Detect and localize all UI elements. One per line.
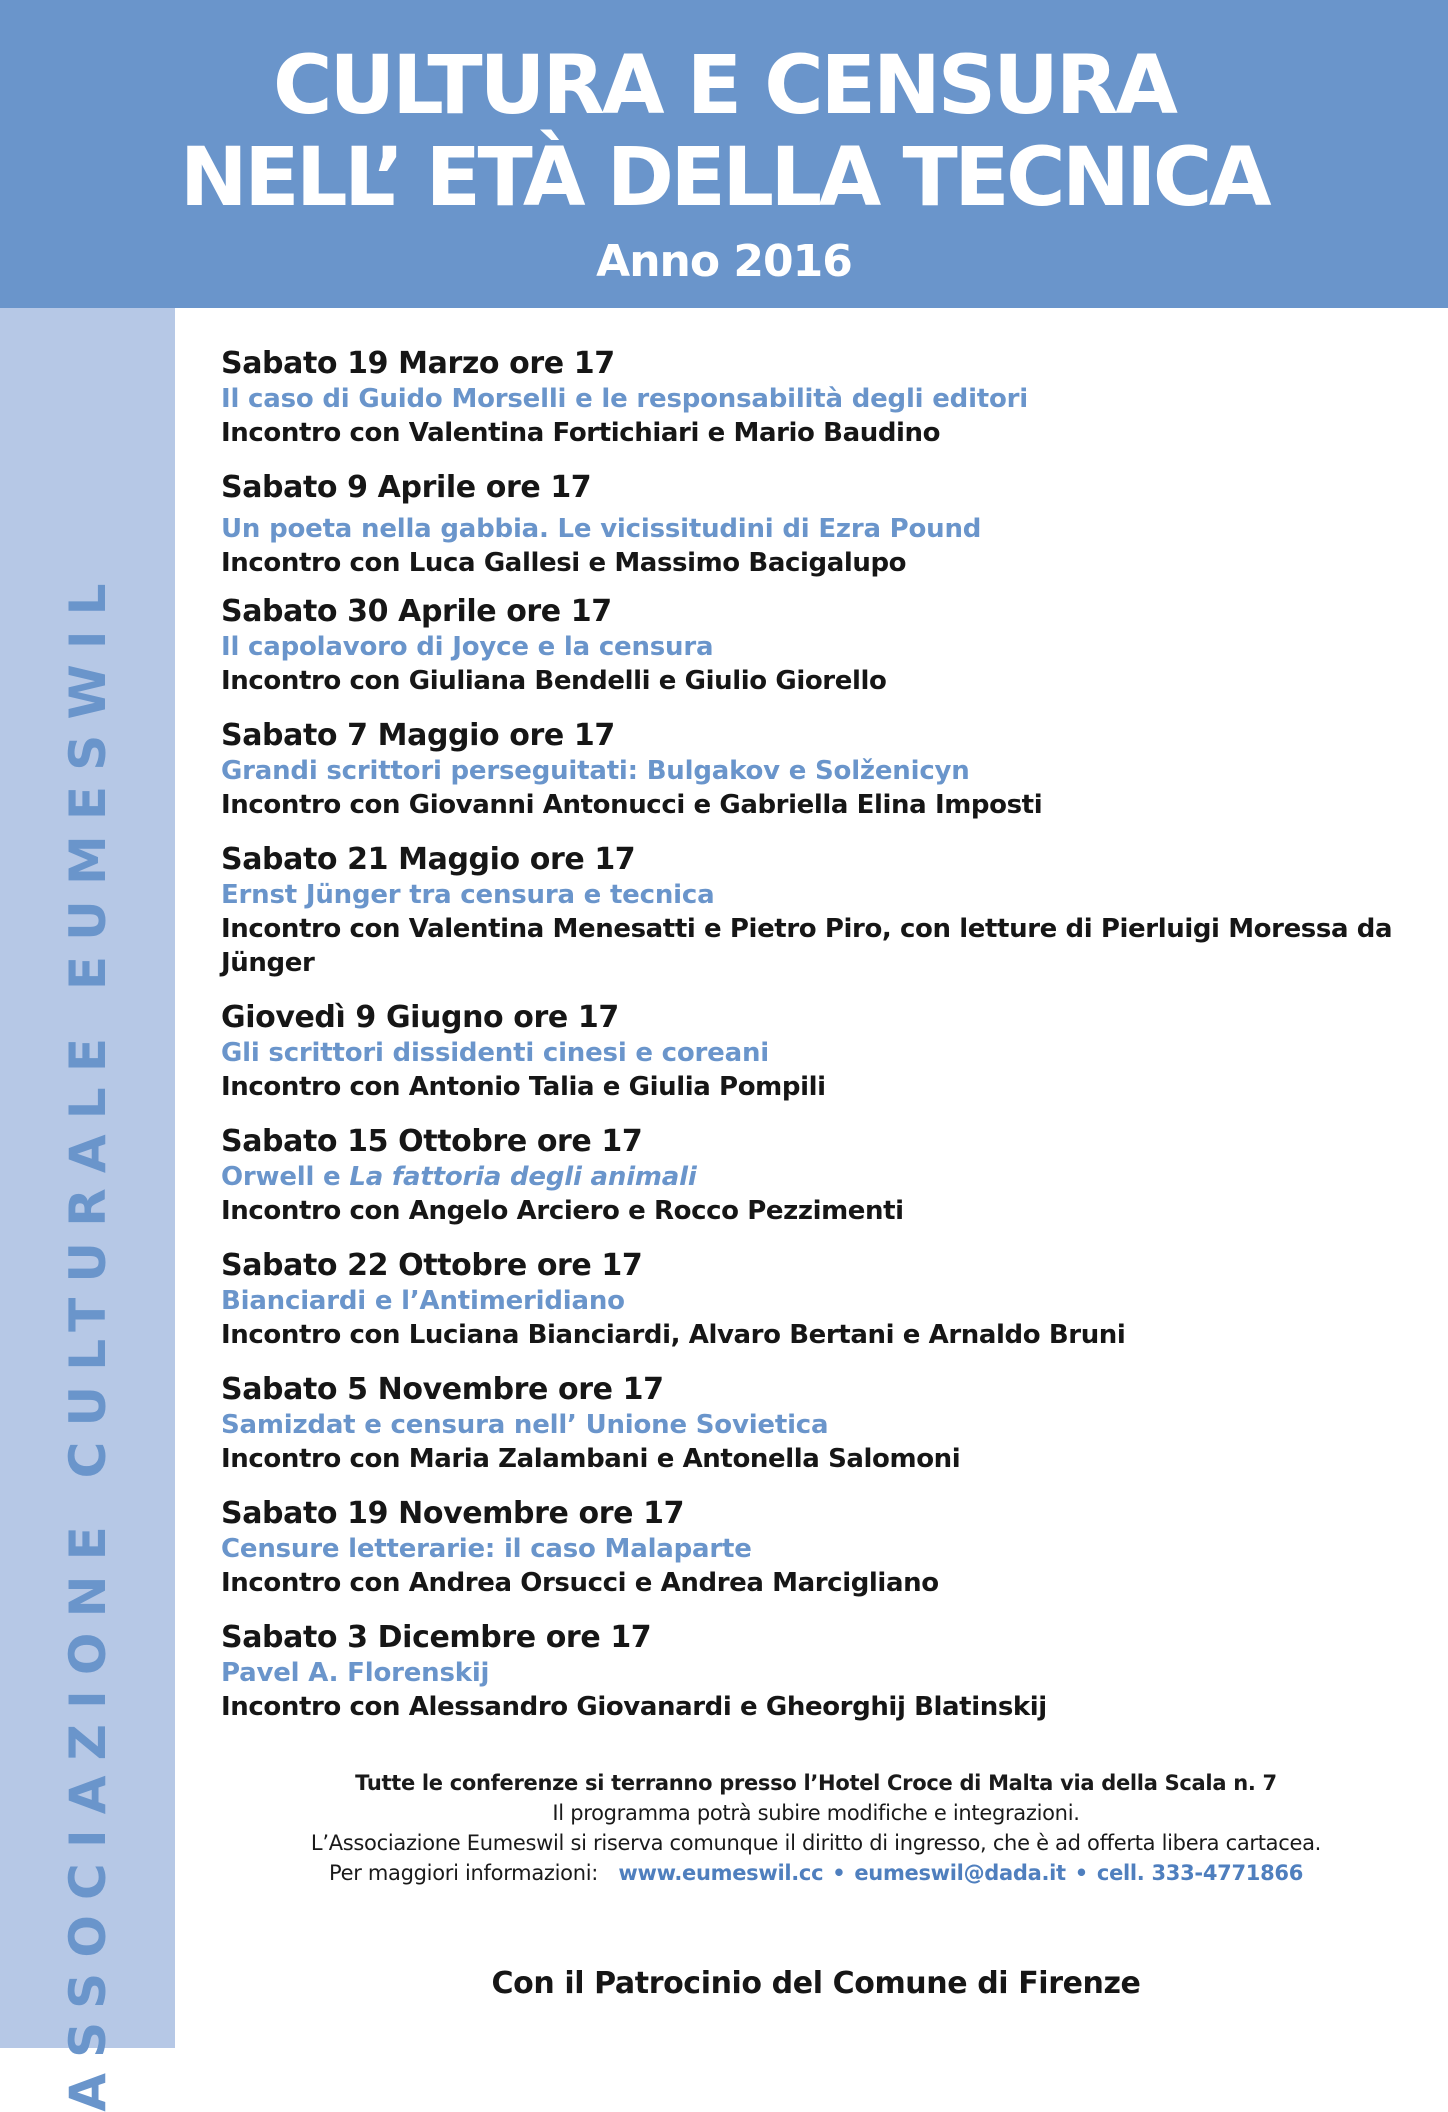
- event-list: [221, 346, 1411, 1744]
- event-item: [221, 346, 1411, 470]
- event-date: Sabato 3 Dicembre ore 17: [221, 1620, 652, 1655]
- event-item: [221, 470, 1411, 594]
- event-speakers: Incontro con Luciana Bianciardi, Alvaro Bertani e Arnaldo Bruni: [221, 1320, 1126, 1350]
- event-topic: Un poeta nella gabbia. Le vicissitudini di Ezra Pound: [221, 514, 982, 544]
- event-date: Sabato 5 Novembre ore 17: [221, 1372, 664, 1407]
- event-item: [221, 1496, 1411, 1620]
- organization-name: ASSOCIAZIONE CULTURALE EUMESWIL: [58, 568, 117, 2112]
- event-topic: Pavel A. Florenskij: [221, 1658, 490, 1688]
- entry-note: L’Associazione Eumeswil si riserva comunque il diritto di ingresso, che è ad offerta libera cartacea.: [310, 1831, 1322, 1855]
- event-topic: Grandi scrittori perseguitati: Bulgakov e Solženicyn: [221, 756, 970, 786]
- event-topic: Samizdat e censura nell’ Unione Sovietica: [221, 1410, 829, 1440]
- event-item: [221, 718, 1411, 842]
- event-topic: Il capolavoro di Joyce e la censura: [221, 632, 714, 662]
- event-topic: Gli scrittori dissidenti cinesi e coreani: [221, 1038, 769, 1068]
- title-line-2: NELL’ ETÀ DELLA TECNICA: [179, 131, 1269, 225]
- event-item: [221, 594, 1411, 718]
- event-date: Sabato 19 Novembre ore 17: [221, 1496, 685, 1531]
- event-topic-prefix: Orwell e: [221, 1162, 350, 1192]
- event-date: Sabato 21 Maggio ore 17: [221, 842, 636, 877]
- event-speakers: Incontro con Andrea Orsucci e Andrea Marcigliano: [221, 1568, 939, 1598]
- contact-info: [221, 1858, 1411, 1888]
- event-date: Sabato 30 Aprile ore 17: [221, 594, 612, 629]
- sidebar-band: [0, 308, 175, 2112]
- event-topic: Ernst Jünger tra censura e tecnica: [221, 880, 715, 910]
- footer-notes: [221, 1768, 1411, 1888]
- event-speakers: Incontro con Giovanni Antonucci e Gabriella Elina Imposti: [221, 790, 1043, 820]
- program-note: Il programma potrà subire modifiche e integrazioni.: [552, 1801, 1080, 1825]
- event-topic: Il caso di Guido Morselli e le responsabilità degli editori: [221, 384, 1029, 414]
- event-speakers: Incontro con Valentina Menesatti e Pietro Piro, con letture di Pierluigi Moressa da Jünger: [221, 914, 1393, 978]
- header-banner: [0, 0, 1448, 308]
- event-topic: [221, 1160, 1411, 1194]
- event-date: Giovedì 9 Giugno ore 17: [221, 1000, 619, 1035]
- event-speakers: Incontro con Alessandro Giovanardi e Gheorghij Blatinskij: [221, 1692, 1047, 1722]
- title-line-1: CULTURA E CENSURA: [273, 39, 1175, 133]
- website-link[interactable]: www.eumeswil.cc: [618, 1861, 824, 1885]
- event-date: Sabato 9 Aprile ore 17: [221, 470, 592, 505]
- event-item: [221, 1000, 1411, 1124]
- event-speakers: Incontro con Giuliana Bendelli e Giulio Giorello: [221, 666, 887, 696]
- event-speakers: Incontro con Luca Gallesi e Massimo Bacigalupo: [221, 548, 907, 578]
- info-label: Per maggiori informazioni:: [328, 1861, 599, 1885]
- event-speakers: Incontro con Valentina Fortichiari e Mario Baudino: [221, 418, 941, 448]
- event-topic: Censure letterarie: il caso Malaparte: [221, 1534, 752, 1564]
- email-link[interactable]: eumeswil@dada.it: [854, 1861, 1066, 1885]
- year-label: Anno 2016: [596, 236, 852, 287]
- event-item: [221, 1248, 1411, 1372]
- event-date: Sabato 22 Ottobre ore 17: [221, 1248, 643, 1283]
- phone-number[interactable]: cell. 333-4771866: [1096, 1861, 1304, 1885]
- patronage-line: Con il Patrocinio del Comune di Firenze: [491, 1966, 1141, 2001]
- event-speakers: Incontro con Angelo Arciero e Rocco Pezzimenti: [221, 1196, 904, 1226]
- separator-dot: •: [1074, 1861, 1088, 1885]
- event-date: Sabato 19 Marzo ore 17: [221, 346, 615, 381]
- event-item: [221, 1372, 1411, 1496]
- event-topic: Bianciardi e l’Antimeridiano: [221, 1286, 625, 1316]
- event-date: Sabato 15 Ottobre ore 17: [221, 1124, 643, 1159]
- event-item: [221, 1620, 1411, 1744]
- venue-note: Tutte le conferenze si terranno presso l’Hotel Croce di Malta via della Scala n. 7: [355, 1771, 1277, 1795]
- separator-dot: •: [832, 1861, 846, 1885]
- book-title: La fattoria degli animali: [349, 1162, 697, 1192]
- event-speakers: Incontro con Maria Zalambani e Antonella Salomoni: [221, 1444, 961, 1474]
- event-item: [221, 842, 1411, 1000]
- event-item: [221, 1124, 1411, 1248]
- event-speakers: Incontro con Antonio Talia e Giulia Pompili: [221, 1072, 826, 1102]
- event-date: Sabato 7 Maggio ore 17: [221, 718, 615, 753]
